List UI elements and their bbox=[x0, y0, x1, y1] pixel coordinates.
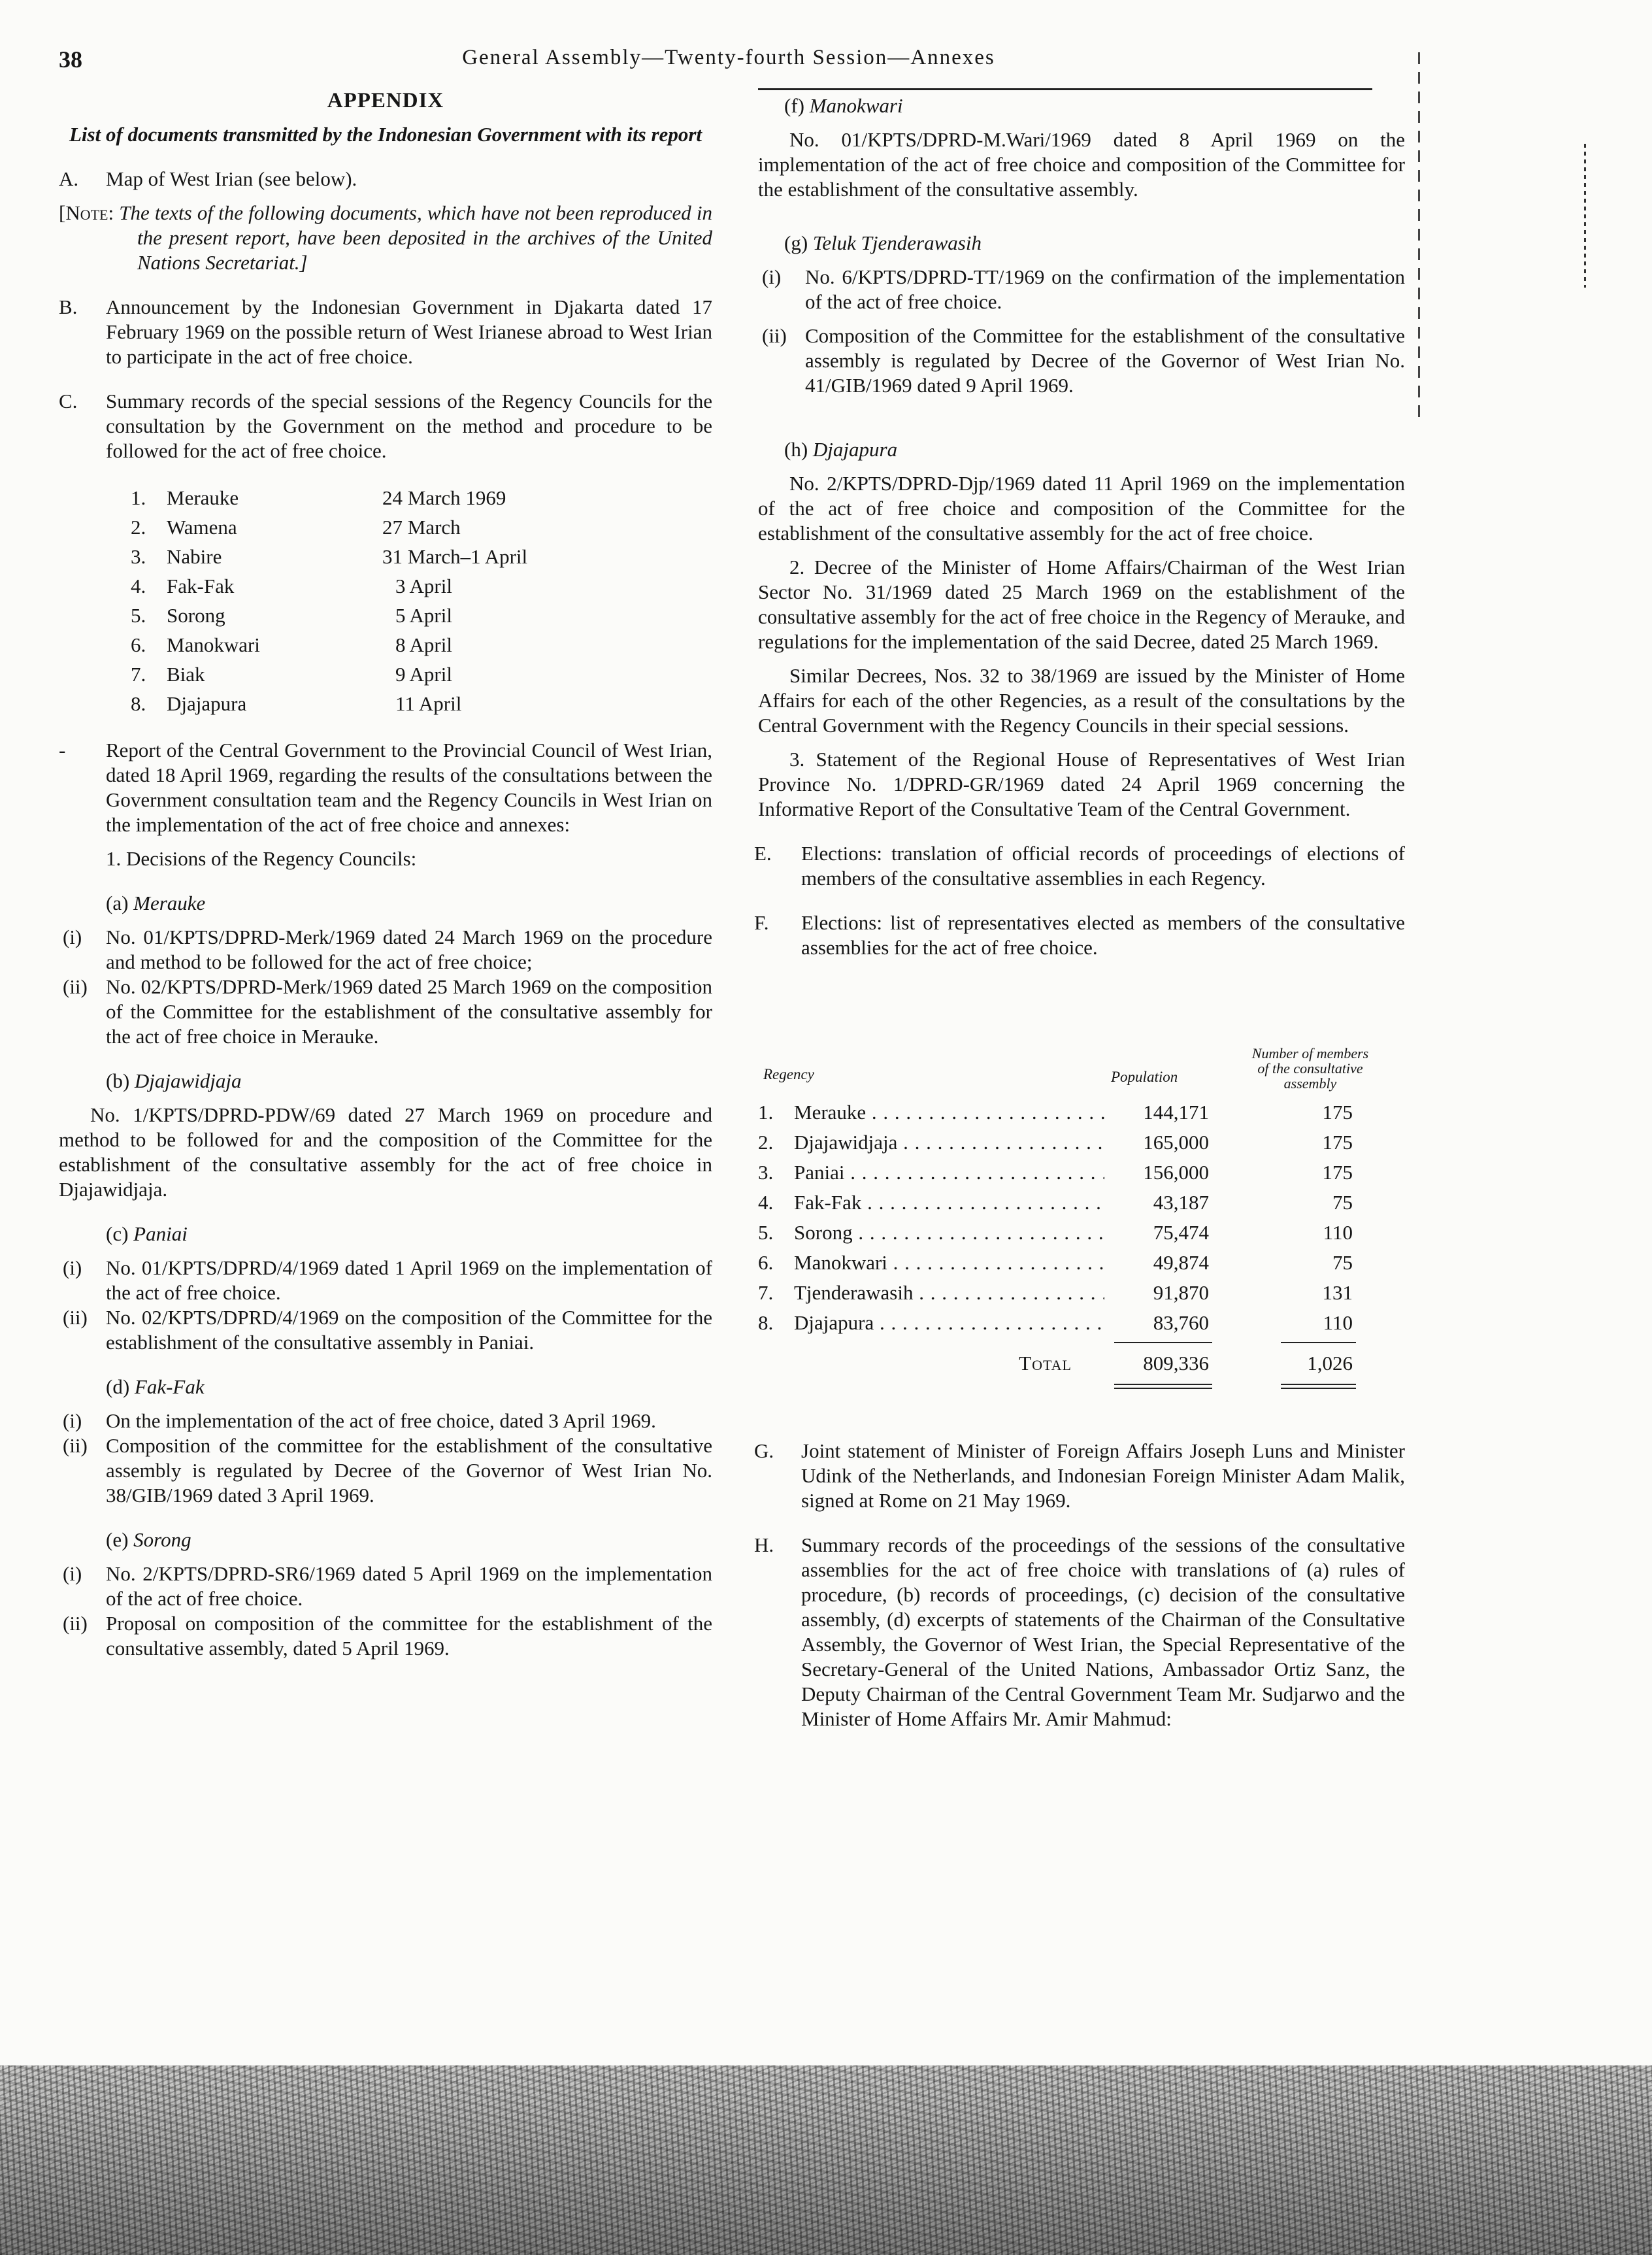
page-number: 38 bbox=[59, 46, 82, 73]
sub-label: (i) bbox=[63, 926, 82, 948]
sub-text: No. 02/KPTS/DPRD/4/1969 on the composition of the Committee for the establishment of the consultative assembly in Paniai. bbox=[106, 1306, 712, 1354]
row-population: 83,760 bbox=[1104, 1308, 1209, 1338]
row-population: 156,000 bbox=[1104, 1158, 1209, 1188]
row-regency: Djajawidjaja . . . bbox=[794, 1128, 1104, 1158]
scan-edge-mark-2 bbox=[1584, 144, 1586, 288]
row-num: 5. bbox=[758, 1221, 774, 1244]
list-name: Wamena bbox=[167, 516, 237, 539]
sub-label: (ii) bbox=[63, 1612, 88, 1635]
list-num: 8. bbox=[131, 692, 146, 715]
row-population: 165,000 bbox=[1104, 1128, 1209, 1158]
list-num: 4. bbox=[131, 575, 146, 597]
list-date: 31 March–1 April bbox=[382, 545, 528, 568]
sub-item bbox=[59, 1433, 712, 1508]
sub-text: Proposal on composition of the committee for the establishment of the consultative assembly, dated 5 April 1969. bbox=[106, 1612, 712, 1660]
item-label: A. bbox=[59, 167, 79, 190]
scan-noise-band bbox=[0, 2065, 1652, 2255]
sub-item bbox=[59, 925, 712, 975]
item-label: H. bbox=[754, 1533, 774, 1556]
subsection-head bbox=[59, 1528, 712, 1552]
sub-label: (i) bbox=[63, 1256, 82, 1279]
list-num: 5. bbox=[131, 604, 146, 627]
item-label: B. bbox=[59, 295, 78, 318]
item-label: E. bbox=[754, 842, 772, 865]
sub-head-name: Djajawidjaja bbox=[134, 1069, 242, 1092]
item-text: Announcement by the Indonesian Government in Djakarta dated 17 February 1969 on the possible return of West Irianese abroad to West Irian to participate in the act of free choice. bbox=[106, 295, 712, 368]
list-name: Manokwari bbox=[167, 633, 260, 656]
item-text: Elections: translation of official records of proceedings of elections of members of the consultative assemblies in each Regency. bbox=[801, 842, 1405, 890]
total-double-rule bbox=[758, 1380, 1405, 1393]
list-name: Djajapura bbox=[167, 692, 247, 715]
paragraph: No. 2/KPTS/DPRD-Djp/1969 dated 11 April 1969 on the implementation of the act of free choice and composition of the Committee for the establishment of the consultative assembly for the act of free choice. bbox=[758, 472, 1405, 544]
list-item bbox=[131, 483, 712, 512]
subsection-head bbox=[59, 1069, 712, 1094]
sub-text: No. 6/KPTS/DPRD-TT/1969 on the confirmation of the implementation of the act of free choice. bbox=[805, 265, 1405, 313]
sub-label: (ii) bbox=[762, 324, 787, 347]
scan-edge-mark bbox=[1418, 52, 1420, 418]
item-text: Report of the Central Government to the Provincial Council of West Irian, dated 18 April 1969, regarding the results of the consultations between the Government consultation team and the Regency Councils in West Irian on the implementation of the act of free choice and annexes: bbox=[106, 739, 712, 836]
item-text: Summary records of the proceedings of the sessions of the consultative assemblies for the act of free choice with translations of (a) rules of procedure, (b) records of proceedings, (c) decision of the consultative assembly, (d) excerpts of statements of the Chairman of the Consultative Assembly, the Governor of West Irian, the Special Representative of the Secretary-General of the United Nations, Ambassador Ortiz Sanz, the Deputy Chairman of the Central Government Team Mr. Sudjarwo and the Minister of Home Affairs Mr. Amir Mahmud: bbox=[801, 1533, 1405, 1730]
sub-item bbox=[59, 1409, 712, 1433]
sub-head-label: (a) bbox=[106, 892, 129, 914]
sub-head-label: (d) bbox=[106, 1375, 130, 1398]
list-item bbox=[131, 630, 712, 660]
table-row bbox=[758, 1278, 1405, 1308]
table-row bbox=[758, 1248, 1405, 1278]
sub-head-label: (h) bbox=[784, 438, 808, 461]
table-row bbox=[758, 1188, 1405, 1218]
total-label: Total bbox=[1019, 1352, 1072, 1375]
sub-item bbox=[59, 975, 712, 1049]
table-row bbox=[758, 1158, 1405, 1188]
item-label: F. bbox=[754, 911, 769, 934]
left-column bbox=[59, 88, 712, 1661]
row-regency: Fak-Fak . . . bbox=[794, 1188, 1104, 1218]
sub-label: (ii) bbox=[63, 975, 88, 998]
row-regency: Paniai . . . bbox=[794, 1158, 1104, 1188]
list-name: Sorong bbox=[167, 604, 225, 627]
item-text: Map of West Irian (see below). bbox=[106, 167, 357, 190]
col-members: Number of members of the consultative assembly bbox=[1251, 1045, 1369, 1092]
table-row bbox=[758, 1128, 1405, 1158]
sub-head-name: Sorong bbox=[133, 1528, 191, 1551]
row-population: 49,874 bbox=[1104, 1248, 1209, 1278]
row-regency: Tjenderawasih . . . bbox=[794, 1278, 1104, 1308]
subsection-head bbox=[758, 231, 1405, 256]
table-row bbox=[758, 1218, 1405, 1248]
note bbox=[59, 201, 712, 275]
total-population: 809,336 bbox=[1143, 1352, 1209, 1375]
list-item bbox=[131, 660, 712, 689]
item-g bbox=[754, 1439, 1405, 1513]
list-num: 1. bbox=[131, 486, 146, 509]
sub-label: (i) bbox=[63, 1409, 82, 1432]
list-date: 3 April bbox=[395, 575, 452, 597]
subsection-head bbox=[59, 1222, 712, 1246]
row-num: 4. bbox=[758, 1191, 774, 1214]
sub-head-label: (c) bbox=[106, 1222, 129, 1245]
list-name: Nabire bbox=[167, 545, 222, 568]
list-date: 5 April bbox=[395, 604, 452, 627]
item-text: Elections: list of representatives elected as members of the consultative assemblies for the act of free choice. bbox=[801, 911, 1405, 959]
list-item bbox=[131, 542, 712, 571]
list-date: 24 March 1969 bbox=[382, 486, 506, 509]
item-label: - bbox=[59, 739, 66, 761]
item-b bbox=[59, 295, 712, 369]
sub-text: No. 01/KPTS/DPRD-Merk/1969 dated 24 March 1969 on the procedure and method to be followed for the act of free choice; bbox=[106, 926, 712, 973]
list-date: 11 April bbox=[395, 692, 462, 715]
list-date: 27 March bbox=[382, 516, 461, 539]
sub-head-name: Merauke bbox=[133, 892, 206, 914]
sub-head-label: (e) bbox=[106, 1528, 129, 1551]
sub-item bbox=[758, 265, 1405, 314]
sub-text: Composition of the committee for the establishment of the consultative assembly is regulated by Decree of the Governor of West Irian No. 38/GIB/1969 dated 3 April 1969. bbox=[106, 1434, 712, 1507]
row-members: 175 bbox=[1322, 1131, 1353, 1154]
sub-label: (i) bbox=[762, 265, 782, 288]
row-regency: Manokwari . . . bbox=[794, 1248, 1104, 1278]
list-item bbox=[131, 571, 712, 601]
sub-head-label: (f) bbox=[784, 94, 804, 117]
note-text: The texts of the following documents, which have not been reproduced in the present report, have been deposited in the archives of the United Nations Secretariat.] bbox=[119, 201, 713, 274]
row-members: 110 bbox=[1323, 1221, 1353, 1244]
running-head: General Assembly—Twenty-fourth Session—Annexes bbox=[462, 46, 995, 69]
col-regency: Regency bbox=[763, 1066, 814, 1082]
row-population: 91,870 bbox=[1104, 1278, 1209, 1308]
sub-head-name: Manokwari bbox=[809, 94, 903, 117]
row-members: 175 bbox=[1322, 1161, 1353, 1184]
subsection-head bbox=[758, 437, 1405, 462]
row-members: 75 bbox=[1332, 1191, 1353, 1214]
subsection-head bbox=[59, 891, 712, 916]
list-num: 3. bbox=[131, 545, 146, 568]
subtotal-rule bbox=[758, 1338, 1405, 1347]
list-item bbox=[131, 689, 712, 718]
paragraph: 2. Decree of the Minister of Home Affairs/Chairman of the West Irian Sector No. 31/1969 dated 25 March 1969 on the establishment of the consultative assembly for the act of free choice in the Regency of Merauke, and regulations for the implementation of the said Decree, dated 25 March 1969. bbox=[758, 556, 1405, 653]
paragraph: No. 01/KPTS/DPRD-M.Wari/1969 dated 8 April 1969 on the implementation of the act of free choice and composition of the Committee for the establishment of the consultative assembly. bbox=[758, 128, 1405, 201]
item-a bbox=[59, 167, 712, 192]
list-item bbox=[131, 512, 712, 542]
row-members: 131 bbox=[1322, 1281, 1353, 1304]
sub-item bbox=[59, 1611, 712, 1661]
sub-head-name: Fak-Fak bbox=[134, 1375, 205, 1398]
sub-item bbox=[59, 1562, 712, 1611]
item-label: G. bbox=[754, 1439, 774, 1462]
row-members: 175 bbox=[1322, 1101, 1353, 1124]
sub-head-label: (b) bbox=[106, 1069, 130, 1092]
row-num: 7. bbox=[758, 1281, 774, 1304]
sub-item bbox=[59, 1305, 712, 1355]
sessions-list bbox=[131, 483, 712, 718]
list-name: Biak bbox=[167, 663, 205, 686]
total-row bbox=[758, 1347, 1405, 1380]
row-members: 75 bbox=[1332, 1251, 1353, 1274]
list-num: 6. bbox=[131, 633, 146, 656]
list-item bbox=[131, 601, 712, 630]
sub-text: No. 01/KPTS/DPRD/4/1969 dated 1 April 1969 on the implementation of the act of free choice. bbox=[106, 1256, 712, 1304]
sub-head-name: Djajapura bbox=[812, 438, 898, 461]
item-h bbox=[754, 1533, 1405, 1731]
decisions-title: 1. Decisions of the Regency Councils: bbox=[106, 847, 417, 870]
paragraph: Similar Decrees, Nos. 32 to 38/1969 are issued by the Minister of Home Affairs for each of the other Regencies, as a result of the consultations by the Central Government with the Regency Councils in their special sessions. bbox=[758, 664, 1405, 737]
table-row bbox=[758, 1308, 1405, 1338]
list-name: Fak-Fak bbox=[167, 575, 235, 597]
sub-head-name: Paniai bbox=[133, 1222, 188, 1245]
row-regency: Merauke . . . bbox=[794, 1097, 1104, 1128]
paragraph: 3. Statement of the Regional House of Representatives of West Irian Province No. 1/DPRD-GR/1969 dated 24 April 1969 concerning the Informative Report of the Consultative Team of the Central Government. bbox=[758, 748, 1405, 820]
total-members: 1,026 bbox=[1307, 1352, 1353, 1375]
row-num: 2. bbox=[758, 1131, 774, 1154]
table-header bbox=[758, 999, 1405, 1097]
paragraph: No. 1/KPTS/DPRD-PDW/69 dated 27 March 1969 on procedure and method to be followed for and the composition of the Committee for the establishment of the consultative assembly for the act of free choice in Djajawidjaja. bbox=[59, 1103, 712, 1201]
list-date: 8 April bbox=[395, 633, 452, 656]
table-row bbox=[758, 1097, 1405, 1128]
sub-label: (i) bbox=[63, 1562, 82, 1585]
sub-item bbox=[59, 1256, 712, 1305]
appendix-title: APPENDIX bbox=[327, 89, 444, 112]
list-num: 2. bbox=[131, 516, 146, 539]
item-c bbox=[59, 389, 712, 463]
item-label: C. bbox=[59, 390, 78, 412]
item-d bbox=[59, 738, 712, 837]
row-num: 1. bbox=[758, 1101, 774, 1124]
subsection-head bbox=[59, 1375, 712, 1399]
sub-text: Composition of the Committee for the establishment of the consultative assembly is regulated by Decree of the Governor of West Irian No. 41/GIB/1969 dated 9 April 1969. bbox=[805, 324, 1405, 397]
list-date: 9 April bbox=[395, 663, 452, 686]
sub-text: No. 2/KPTS/DPRD-SR6/1969 dated 5 April 1969 on the implementation of the act of free choice. bbox=[106, 1562, 712, 1610]
row-population: 144,171 bbox=[1104, 1097, 1209, 1128]
row-population: 43,187 bbox=[1104, 1188, 1209, 1218]
sub-head-name: Teluk Tjenderawasih bbox=[812, 231, 982, 254]
sub-text: On the implementation of the act of free choice, dated 3 April 1969. bbox=[106, 1409, 656, 1432]
list-num: 7. bbox=[131, 663, 146, 686]
sub-item bbox=[758, 324, 1405, 398]
list-title: List of documents transmitted by the Indonesian Government with its report bbox=[69, 123, 702, 146]
sub-label: (ii) bbox=[63, 1434, 88, 1457]
item-f bbox=[754, 910, 1405, 960]
row-members: 110 bbox=[1323, 1311, 1353, 1334]
row-num: 6. bbox=[758, 1251, 774, 1274]
subsection-head bbox=[758, 93, 1405, 118]
row-regency: Sorong . . . bbox=[794, 1218, 1104, 1248]
row-num: 8. bbox=[758, 1311, 774, 1334]
note-prefix: [Note: bbox=[59, 201, 114, 224]
regency-table bbox=[758, 999, 1405, 1393]
sub-head-label: (g) bbox=[784, 231, 808, 254]
col-population: Population bbox=[1111, 1069, 1178, 1085]
row-num: 3. bbox=[758, 1161, 774, 1184]
list-name: Merauke bbox=[167, 486, 239, 509]
item-text: Summary records of the special sessions of the Regency Councils for the consultation by the Government on the method and procedure to be followed for the act of free choice. bbox=[106, 390, 712, 462]
right-column bbox=[754, 88, 1405, 1731]
row-population: 75,474 bbox=[1104, 1218, 1209, 1248]
page-header bbox=[59, 46, 1398, 78]
sub-text: No. 02/KPTS/DPRD-Merk/1969 dated 25 March 1969 on the composition of the Committee for the establishment of the consultative assembly for the act of free choice in Merauke. bbox=[106, 975, 712, 1048]
item-text: Joint statement of Minister of Foreign Affairs Joseph Luns and Minister Udink of the Netherlands, and Indonesian Foreign Minister Adam Malik, signed at Rome on 21 May 1969. bbox=[801, 1439, 1405, 1512]
row-regency: Djajapura . . . bbox=[794, 1308, 1104, 1338]
item-e bbox=[754, 841, 1405, 891]
sub-label: (ii) bbox=[63, 1306, 88, 1329]
